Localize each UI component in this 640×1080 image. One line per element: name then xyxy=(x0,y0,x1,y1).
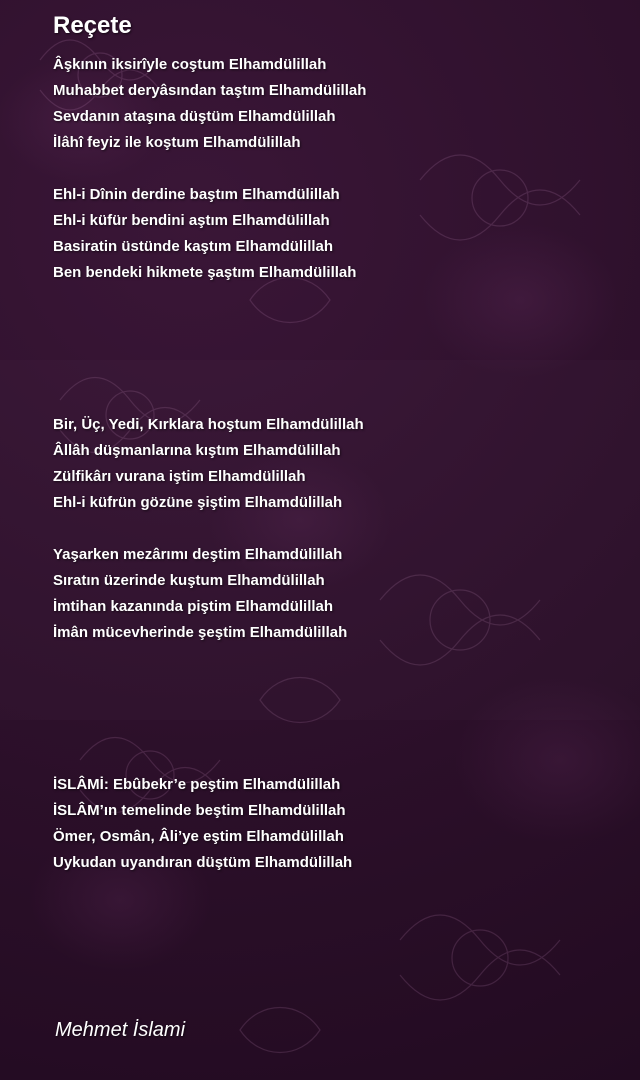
poem-line: Basiratin üstünde kaştım Elhamdülillah xyxy=(53,238,334,255)
poem-line: Bir, Üç, Yedi, Kırklara hoştum Elhamdülillah xyxy=(53,416,364,433)
stanza-2 xyxy=(53,182,356,286)
poem-line: Yaşarken mezârımı deştim Elhamdülillah xyxy=(53,546,343,563)
poem-line: İSLÂM’ın temelinde beştim Elhamdülillah xyxy=(53,802,346,819)
stanza-5 xyxy=(53,772,352,876)
stanza-1 xyxy=(53,52,366,156)
poem-line: Âşkının iksirîyle coştum Elhamdülillah xyxy=(53,56,327,73)
poem-line: Ehl-i küfür bendini aştım Elhamdülillah xyxy=(53,212,330,229)
poem-line: Ehl-i küfrün gözüne şiştim Elhamdülillah xyxy=(53,494,343,511)
poem-line: Âllâh düşmanlarına kıştım Elhamdülillah xyxy=(53,442,341,459)
poem-line: Ben bendeki hikmete şaştım Elhamdülillah xyxy=(53,264,357,281)
poem-author: Mehmet İslami xyxy=(55,1019,186,1041)
poem-line: Ehl-i Dînin derdine baştım Elhamdülillah xyxy=(53,186,340,203)
poem-line: Zülfikârı vurana iştim Elhamdülillah xyxy=(53,468,306,485)
stanza-3 xyxy=(53,412,364,516)
poem-line: Ömer, Osmân, Âli’ye eştim Elhamdülillah xyxy=(53,828,344,845)
poem-line: Muhabbet deryâsından taştım Elhamdülillah xyxy=(53,82,367,99)
poem-line: Sıratın üzerinde kuştum Elhamdülillah xyxy=(53,572,325,589)
poem-line: İSLÂMİ: Ebûbekr’e peştim Elhamdülillah xyxy=(53,776,341,793)
stanza-4 xyxy=(53,542,347,646)
poem-line: İmân mücevherinde şeştim Elhamdülillah xyxy=(53,624,348,641)
poem-line: İlâhî feyiz ile koştum Elhamdülillah xyxy=(53,134,301,151)
poem-line: Uykudan uyandıran düştüm Elhamdülillah xyxy=(53,854,353,871)
poem-title: Reçete xyxy=(53,12,132,39)
poem-line: İmtihan kazanında piştim Elhamdülillah xyxy=(53,598,334,615)
poem-line: Sevdanın ataşına düştüm Elhamdülillah xyxy=(53,108,336,125)
